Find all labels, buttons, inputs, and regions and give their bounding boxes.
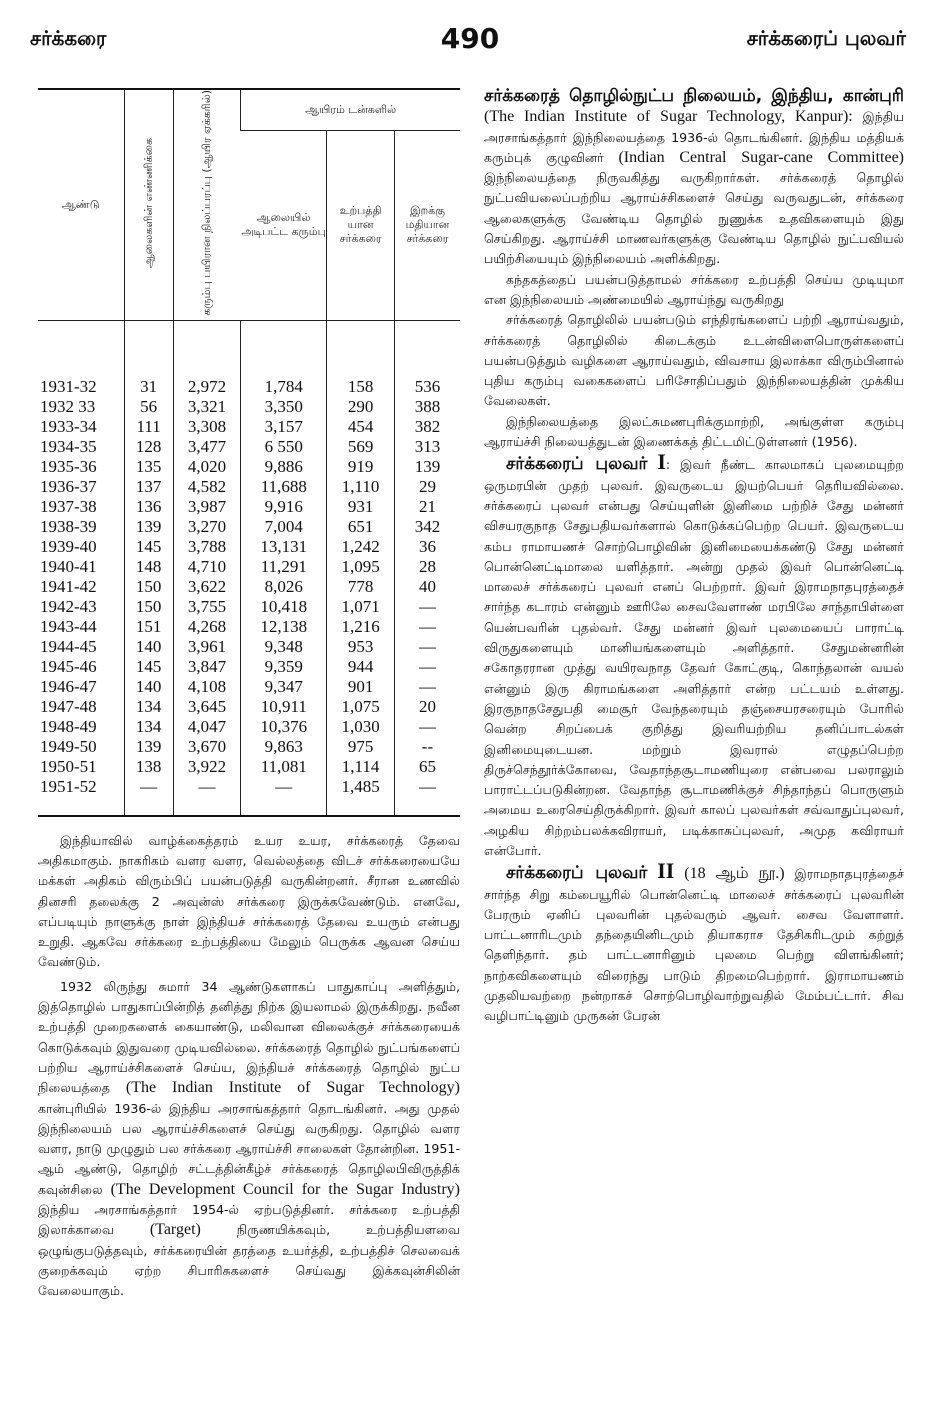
p2-english-2: (The Development Council for the Sugar Industry): [110, 1180, 460, 1198]
cell-produced: 569: [327, 437, 395, 457]
cell-year: 1933-34: [40, 416, 97, 436]
cell-area: 4,020: [173, 457, 241, 477]
cell-imported: 28: [394, 557, 460, 577]
table-row: [38, 757, 460, 777]
left-column: [38, 88, 460, 1301]
cell-crushed: 9,916: [241, 497, 327, 517]
cell-factories: 150: [124, 577, 173, 597]
cell-crushed: 7,004: [241, 517, 327, 537]
table-row: [38, 737, 460, 757]
table-row: [38, 497, 460, 517]
left-paragraph-1: இந்தியாவில் வாழ்க்கைத்தரம் உயர உயர, சர்க்கரைத் தேவை அதிகமாகும். நாகரிகம் வளர வளர, வெல்லத்தை விடச் சர்க்கரையையே மக்கள் அதிகம் விரும்பிப் பயன்படுத்தி வருகின்றனர். சீரான உணவில் தினசரி தலைக்கு 2 அவுன்ஸ் சர்க்கரை இருக்கவேண்டும். எனவே, எப்படியும் நாளுக்கு நாள் இந்தியச் சர்க்கரைத் தேவை உயரும் என்பது உறுதி. ஆகவே சர்க்கரை உற்பத்தியை மேலும் பெருக்க ஆவன செய்ய வேண்டும்.: [38, 832, 460, 970]
cell-area: 4,108: [173, 677, 241, 697]
cell-area: 4,268: [173, 617, 241, 637]
cell-crushed: 11,081: [241, 757, 327, 777]
cell-factories: 136: [124, 497, 173, 517]
cell-factories: 31: [124, 321, 173, 397]
table-row: [38, 437, 460, 457]
cell-crushed: 11,688: [241, 477, 327, 497]
cell-year: 1941-42: [40, 576, 97, 596]
institute-paragraph-2: கந்தகத்தைப் பயன்படுத்தாமல் சர்க்கரை உற்பத்தி செய்ய முடியுமா என இந்நிலையம் அண்மையில் ஆராய்ந்து வருகிறது: [484, 271, 904, 307]
cell-imported: 342: [394, 517, 460, 537]
cell-produced: 919: [327, 457, 395, 477]
cell-crushed: 10,911: [241, 697, 327, 717]
cell-factories: 151: [124, 617, 173, 637]
cell-produced: 651: [327, 517, 395, 537]
running-head-right: சர்க்கரைப் புலவர்: [746, 26, 906, 50]
cell-imported: —: [394, 777, 460, 797]
cell-factories: 150: [124, 597, 173, 617]
right-column: [484, 86, 904, 1027]
entry-sugar-institute: [484, 86, 904, 270]
entry-sugar-poet-1: சர்க்கரைப் புலவர் I: இவர் நீண்ட காலமாகப் புலமையுற்ற ஒருமரபின் முதற் புலவர். இவருடைய இயற்பெயர் தெரியவில்லை. சர்க்கரைப் புலவர் என்பது செய்யுளின் இனிமை பற்றிச் சேது மன்னர் விசயரகுநாத சேதுபதியவர்களால் கொடுக்கப்பெற்ற பெயர். இவருடைய கம்ப ராமாயணச் சொற்பொழிவின் இனிமையைக்கண்டு சேது மன்னர் பொன்னெட்டிமாலை யளித்தார். அன்று முதல் இவர் பொன்னெட்டி மாலைச் சர்க்கரைப் புலவர் எனப் பெற்றார். இவர் இராமநாதபுரத்தைச் சார்ந்த கடாரம் என்னும் ஊரிலே சைவவேளாண் மரபிலே சாந்தாபிள்ளை யென்பவரின் புதல்வர். சேது மன்னர் இவர் புலமையைப் பாராட்டி விருதுகளையும் மானியங்களையும் அளித்தார். சேதுமன்னரின் சகோதரரான முத்து வயிரவநாத தேவர் கோட்குடி, கொந்தலான் வயல் என்னும் இரு கிராமங்களை அளித்தார் என்ற பட்டயம் உள்ளது. இரகுநாதசேதுபதி மைசூர் வேந்தரையும் தஞ்சையரசரையும் போரில் வென்ற சிறப்பைக் குறித்து இவரியற்றிய தனிப்பாடல்கள் இனிமையுடையன. மற்றும் இவரால் எழுதப்பெற்ற திருச்செந்தூர்க்கோவை, வேதாந்தசூடாமணியுரை என்பவை பலராலும் பாராட்டப்படுகின்றன. வேதாந்த சூடாமணிக்குச் சிந்தாந்தப் பொருளும் அமைய உரைசெய்திருக்கிறார். இவர் காலப் புலவர்கள் சவ்வாதுப்புலவர், அழகிய சிற்றம்பலக்கவிராயர், படிக்காசுப்புலவர், அமுத கவிராயர் என்போர்.: [484, 449, 905, 858]
cell-area: 3,270: [173, 517, 241, 537]
col-header-factories: ஆலைகளின் எண்ணிக்கை: [124, 89, 173, 320]
cell-crushed: 9,347: [241, 677, 327, 697]
entry-institute-text-b: இந்நிலையத்தை நிருவகித்து வருகிறார்கள். சர்க்கரைத் தொழில் நுட்பவியலைப்பற்றிய ஆராய்ச்சிகளைச் செய்து வருவதுடன், சர்க்கரை ஆலைகளுக்கு வேண்டிய தொழில் நுணுக்க உதவிகளையும் இது செய்கிறது. ஆராய்ச்சி மாணவர்களுக்கு வேண்டிய தொழில் நுட்பவியல் பயிற்சியையும் இந்நிலையம் அளிக்கிறது.: [484, 170, 904, 267]
p2-part-b: கான்புரியில் 1936-ல் இந்திய அரசாங்கத்தார் தொடங்கினர். அது முதல் இந்நிலையம் பல ஆராய்ச்சிகளைச் செய்து வருகிறது. தொழில் வளர வளர, நாடு முழுதும் பல சர்க்கரை ஆராய்ச்சி சாலைகள் தோன்றின. 1951-ஆம் ஆண்டு, தொழிற் சட்டத்தின்கீழ்ச் சர்க்கரைத் தொழிலபிவிருத்திக் கவுன்சிலை: [38, 1100, 460, 1197]
p2-part-d: நிருணயிக்கவும், உற்பத்தியளவை ஒழுங்குபடுத்தவும், சர்க்கரையின் தரத்தை உயர்த்தி, உற்பத்திச் செலவைக் குறைக்கவும் ஏற்ற சிபாரிசுகளைச் செய்வது இக்கவுன்சிலின் வேலையாகும்.: [38, 1222, 460, 1299]
cell-imported: 40: [394, 577, 460, 597]
entry-title-poet-2: சர்க்கரைப் புலவர்: [506, 863, 648, 884]
table-row: [38, 517, 460, 537]
poet-1-text: இவர் நீண்ட காலமாகப் புலமையுற்ற ஒருமரபின் முதற் புலவர். இவருடைய இயற்பெயர் தெரியவில்லை. சர்க்கரைப் புலவர் என்பது செய்யுளின் இனிமை பற்றிச் சேது மன்னர் விசயரகுநாத சேதுபதியவர்களால் கொடுக்கப்பெற்ற பெயர். இவருடைய கம்ப ராமாயணச் சொற்பொழிவின் இனிமையைக்கண்டு சேது மன்னர் பொன்னெட்டிமாலை யளித்தார். அன்று முதல் இவர் பொன்னெட்டி மாலைச் சர்க்கரைப் புலவர் எனப் பெற்றார். இவர் இராமநாதபுரத்தைச் சார்ந்த கடாரம் என்னும் ஊரிலே சைவவேளாண் மரபிலே சாந்தாபிள்ளை யென்பவரின் புதல்வர். சேது மன்னர் இவர் புலமையைப் பாராட்டி விருதுகளையும் மானியங்களையும் அளித்தார். சேதுமன்னரின் சகோதரரான முத்து வயிரவநாத தேவர் கோட்குடி, கொந்தலான் வயல் என்னும் இரு கிராமங்களை அளித்தார் என்ற பட்டயம் உள்ளது. இரகுநாதசேதுபதி மைசூர் வேந்தரையும் தஞ்சையரசரையும் போரில் வென்ற சிறப்பைக் குறித்து இவரியற்றிய தனிப்பாடல்கள் இனிமையுடையன. மற்றும் இவரால் எழுதப்பெற்ற திருச்செந்தூர்க்கோவை, வேதாந்தசூடாமணியுரை என்பவை பலராலும் பாராட்டப்படுகின்றன. வேதாந்த சூடாமணிக்குச் சிந்தாந்தப் பொருளும் அமைய உரைசெய்திருக்கிறார். இவர் காலப் புலவர்கள் சவ்வாதுப்புலவர், அழகிய சிற்றம்பலக்கவிராயர், படிக்காசுப்புலவர், அமுத கவிராயர் என்போர்.: [484, 457, 905, 858]
cell-produced: 158: [327, 321, 395, 397]
table-row: [38, 637, 460, 657]
table-row: [38, 717, 460, 737]
cell-year: 1949-50: [40, 736, 97, 756]
entry-sugar-poet-2: [484, 858, 904, 1026]
cell-crushed: 6 550: [241, 437, 327, 457]
table-row: [38, 617, 460, 637]
cell-imported: 29: [394, 477, 460, 497]
cell-area: 3,788: [173, 537, 241, 557]
cell-produced: 1,114: [327, 757, 395, 777]
cell-year: 1942-43: [40, 596, 97, 616]
entry-title-poet-1: சர்க்கரைப் புலவர்: [506, 454, 648, 475]
cell-year: 1945-46: [40, 656, 97, 676]
cell-area: 3,922: [173, 757, 241, 777]
table-row: [38, 557, 460, 577]
table-row: [38, 321, 460, 397]
cell-area: 3,477: [173, 437, 241, 457]
cell-produced: 931: [327, 497, 395, 517]
p2-english-1: (The Indian Institute of Sugar Technology): [125, 1079, 460, 1097]
col-header-group: ஆயிரம் டன்களில்: [241, 89, 460, 131]
p2-english-3: (Target): [149, 1221, 201, 1239]
cell-year: 1947-48: [40, 696, 97, 716]
cell-produced: 778: [327, 577, 395, 597]
entry-title-institute: சர்க்கரைத் தொழில்நுட்ப நிலையம், இந்திய, கான்புரி: [484, 86, 904, 106]
cell-produced: 953: [327, 637, 395, 657]
poet-2-date: (18 ஆம் நூ.): [684, 865, 785, 883]
cell-produced: 944: [327, 657, 395, 677]
cell-area: 2,972: [173, 321, 241, 397]
cell-imported: —: [394, 657, 460, 677]
col-header-year: ஆண்டு: [61, 197, 100, 211]
cell-area: —: [173, 777, 241, 797]
cell-crushed: 9,863: [241, 737, 327, 757]
cell-year: 1936-37: [40, 476, 97, 496]
cell-factories: —: [124, 777, 173, 797]
cell-factories: 145: [124, 657, 173, 677]
cell-year: 1937-38: [40, 496, 97, 516]
cell-year: 1951-52: [40, 776, 97, 796]
cell-area: 3,755: [173, 597, 241, 617]
cell-produced: 1,242: [327, 537, 395, 557]
p2-part-c: இந்திய அரசாங்கத்தார் 1954-ல் ஏற்படுத்தினர். சர்க்கரை உற்பத்தி இலாக்காவை: [38, 1201, 460, 1238]
entry-institute-text-a: இந்திய அரசாங்கத்தார் இந்நிலையத்தை 1936-ல் தொடங்கினர். இந்திய மத்தியக் கரும்புக் குழுவினர்: [484, 109, 904, 165]
p2-part-a: 1932 லிருந்து சுமார் 34 ஆண்டுகளாகப் பாதுகாப்பு அளித்தும், இத்தொழில் பாதுகாப்பின்றித் தனித்து நிற்க இயலாமல் இருக்கிறது. நவீன உற்பத்தி முறைகளைக் கையாண்டு, மலிவான விலைக்குச் சர்க்கரையைக் கொடுக்கவும் இதுவரை முடியவில்லை. சர்க்கரைத் தொழில் நுட்பங்களைப் பற்றிய ஆராய்ச்சிகளைச் செய்ய, இந்தியச் சர்க்கரைத் தொழில் நுட்ப நிலையத்தை: [38, 978, 460, 1096]
col-header-imported: இறக்கு மதியான சர்க்கரை: [394, 131, 460, 321]
sugar-statistics-table: [38, 88, 460, 817]
cell-factories: 145: [124, 537, 173, 557]
table-row: [38, 657, 460, 677]
cell-year: 1943-44: [40, 616, 97, 636]
cell-imported: 139: [394, 457, 460, 477]
cell-imported: —: [394, 637, 460, 657]
cell-area: 4,047: [173, 717, 241, 737]
cell-year: 1946-47: [40, 676, 97, 696]
cell-year: 1935-36: [40, 456, 97, 476]
page-number: 490: [440, 22, 500, 55]
table-bottom-spacer: [38, 797, 460, 816]
cell-imported: —: [394, 677, 460, 697]
cell-imported: 20: [394, 697, 460, 717]
cell-year: 1948-49: [40, 716, 97, 736]
cell-imported: 65: [394, 757, 460, 777]
left-paragraph-2: [38, 977, 460, 1302]
cell-factories: 140: [124, 637, 173, 657]
table-body: [38, 321, 460, 816]
cell-year: 1938-39: [40, 516, 97, 536]
table-row: [38, 597, 460, 617]
cell-crushed: —: [241, 777, 327, 797]
cell-imported: 382: [394, 417, 460, 437]
cell-factories: 134: [124, 697, 173, 717]
table-row: [38, 537, 460, 557]
cell-produced: 1,071: [327, 597, 395, 617]
cell-factories: 139: [124, 737, 173, 757]
cell-produced: 454: [327, 417, 395, 437]
cell-crushed: 3,157: [241, 417, 327, 437]
cell-imported: 388: [394, 397, 460, 417]
cell-crushed: 10,376: [241, 717, 327, 737]
cell-imported: —: [394, 717, 460, 737]
cell-crushed: 9,348: [241, 637, 327, 657]
cell-area: 3,645: [173, 697, 241, 717]
cell-imported: —: [394, 597, 460, 617]
cell-year: 1931-32: [40, 376, 97, 396]
entry-english-committee: (Indian Central Sugar-cane Committee): [618, 148, 904, 166]
cell-crushed: 9,886: [241, 457, 327, 477]
table-row: [38, 677, 460, 697]
entry-english-institute: (The Indian Institute of Sugar Technology, Kanpur):: [484, 108, 853, 126]
institute-paragraph-4: இந்நிலையத்தை இலட்சுமணபுரிக்குமாற்றி, அங்குள்ள கரும்பு ஆராய்ச்சி நிலையத்துடன் இணைக்கத் திட்டமிட்டுள்ளனர் (1956).: [484, 413, 904, 450]
col-header-crushed: ஆலையில் அடிபட்ட கரும்பு: [241, 211, 326, 239]
table-row: [38, 777, 460, 797]
cell-factories: 135: [124, 457, 173, 477]
cell-produced: 975: [327, 737, 395, 757]
cell-produced: 1,485: [327, 777, 395, 797]
poet-2-numeral: II: [657, 858, 675, 884]
running-head-left: சர்க்கரை: [30, 26, 107, 50]
cell-crushed: 11,291: [241, 557, 327, 577]
cell-factories: 137: [124, 477, 173, 497]
cell-area: 3,321: [173, 397, 241, 417]
cell-year: 1944-45: [40, 636, 97, 656]
cell-area: 3,961: [173, 637, 241, 657]
cell-imported: 36: [394, 537, 460, 557]
table-row: [38, 477, 460, 497]
cell-produced: 1,216: [327, 617, 395, 637]
cell-year: 1950-51: [40, 756, 97, 776]
cell-area: 3,670: [173, 737, 241, 757]
table-row: [38, 397, 460, 417]
cell-produced: 1,110: [327, 477, 395, 497]
cell-area: 3,987: [173, 497, 241, 517]
cell-imported: 21: [394, 497, 460, 517]
cell-produced: 1,075: [327, 697, 395, 717]
cell-factories: 138: [124, 757, 173, 777]
cell-factories: 111: [124, 417, 173, 437]
cell-crushed: 1,784: [241, 321, 327, 397]
table-row: [38, 417, 460, 437]
cell-year: 1939-40: [40, 536, 97, 556]
cell-produced: 1,030: [327, 717, 395, 737]
cell-year: 1932 33: [40, 396, 96, 416]
poet-1-numeral: I: [657, 449, 666, 475]
cell-factories: 134: [124, 717, 173, 737]
cell-factories: 148: [124, 557, 173, 577]
cell-produced: 1,095: [327, 557, 395, 577]
cell-factories: 56: [124, 397, 173, 417]
cell-area: 4,582: [173, 477, 241, 497]
table-row: [38, 697, 460, 717]
table-row: [38, 457, 460, 477]
cell-factories: 128: [124, 437, 173, 457]
cell-factories: 139: [124, 517, 173, 537]
table-row: [38, 577, 460, 597]
cell-area: 4,710: [173, 557, 241, 577]
cell-year: 1934-35: [40, 436, 97, 456]
cell-crushed: 13,131: [241, 537, 327, 557]
cell-year: 1940-41: [40, 556, 97, 576]
col-header-produced: உற்பத்தி யான சர்க்கரை: [327, 131, 395, 321]
cell-crushed: 10,418: [241, 597, 327, 617]
cell-area: 3,847: [173, 657, 241, 677]
cell-produced: 901: [327, 677, 395, 697]
cell-crushed: 12,138: [241, 617, 327, 637]
cell-produced: 290: [327, 397, 395, 417]
cell-factories: 140: [124, 677, 173, 697]
cell-crushed: 8,026: [241, 577, 327, 597]
cell-imported: 313: [394, 437, 460, 457]
cell-imported: 536: [394, 321, 460, 397]
cell-area: 3,308: [173, 417, 241, 437]
cell-imported: --: [394, 737, 460, 757]
poet-2-text: இராமநாதபுரத்தைச் சார்ந்த சிறு கம்பையூரில் பொன்னெட்டி மாலைச் சர்க்கரைப் புலவரின் பேரரும் ஏனிப் புலவரின் புதல்வரும் ஆவர். சைவ வேளாளர். பாட்டனாரிடமும் தந்தையினிடமும் தியாகராச தேசிகரிடமும் கற்றுத் தெளிந்தார். தம் பாட்டனாரினும் புலமை பெற்று விளங்கினர்; நாற்கவிகளையும் விரைந்து பாடும் திறமைபெற்றார். இராமாயணம் முதலியவற்றை நன்றாகச் சொற்பொழிவாற்றுவதில் மேம்பட்டார். சிவ வழிபாட்டினும் முருகன் பேரன்: [484, 866, 904, 1024]
cell-imported: —: [394, 617, 460, 637]
cell-crushed: 3,350: [241, 397, 327, 417]
col-header-area: கரும்பு பயிரான நிலப்பரப்பு (ஆயிர ஏக்கரில்): [173, 89, 241, 320]
cell-area: 3,622: [173, 577, 241, 597]
cell-crushed: 9,359: [241, 657, 327, 677]
institute-paragraph-3: சர்க்கரைத் தொழிலில் பயன்படும் எந்திரங்களைப் பற்றி ஆராய்வதும், சர்க்கரைத் தொழிலில் கிடைக்கும் உடன்விளைபொருள்களைப் பயன்படுத்தும் வழிகளை ஆராய்வதும், விவசாய இலாக்கா விரும்பினால் புதிய கரும்பு வகைகளைப் பரிசோதிப்பதும் இந்நிலையத்தின் முக்கிய வேலைகள்.: [484, 312, 904, 409]
